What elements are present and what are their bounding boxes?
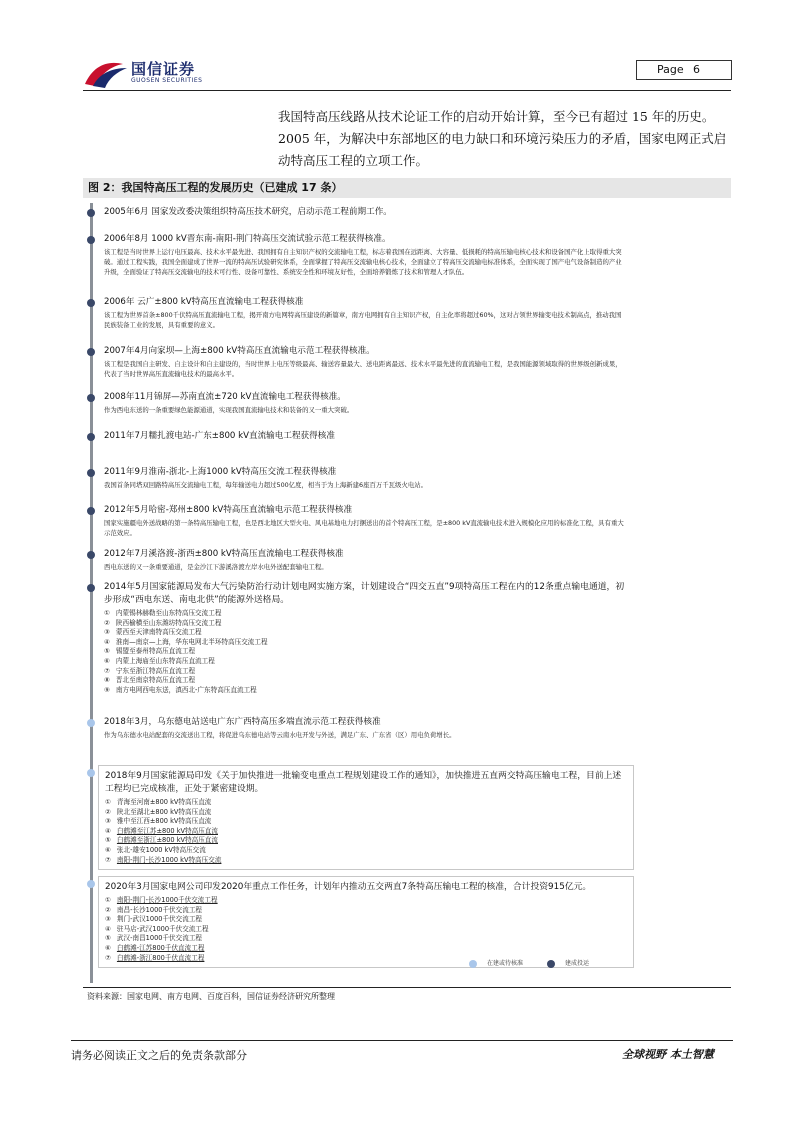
- list-text: 淮南—南京—上海，华东电网北半环特高压交流工程: [115, 637, 268, 646]
- timeline-dot-icon: [87, 880, 95, 888]
- logo-text-en: GUOSEN SECURITIES: [131, 77, 203, 84]
- entry-desc: 该工程为世界首条±800千伏特高压直流输电工程，揭开南方电网特高压建设的新篇章，南方电网拥有自主知识产权，自主化率将超过60%，这对占领世界输变电技术制高点，推动我国民族装备工业的发展，具有重要的意义。: [104, 311, 622, 329]
- list-item: [104, 657, 632, 667]
- list-text: 锡盟至泰州特高压直流工程: [115, 647, 196, 656]
- list-number: ①: [104, 609, 110, 617]
- timeline-dot-icon: [87, 209, 95, 217]
- list-number: ②: [105, 807, 111, 816]
- list-item: [104, 667, 632, 677]
- list-text: 青海至河南±800 kV特高压直流: [116, 798, 212, 806]
- list-number: ③: [105, 915, 111, 924]
- legend-pending-label: 在建或待核准: [487, 960, 524, 967]
- list-number: ①: [105, 896, 111, 904]
- timeline-entry: [104, 391, 624, 415]
- list-item: [105, 944, 625, 954]
- timeline-dot-icon: [87, 719, 95, 727]
- list-text: 内蒙锡林赫勒至山东特高压交流工程: [115, 609, 222, 617]
- entry-title: 2014年5月国家能源局发布大气污染防治行动计划电网实施方案，计划建设合“四交五直”9项特高压工程在内的12条重点输电通道，初步形成“西电东送、南电北供”的能源外送格局。: [104, 582, 625, 605]
- list-text: 白鹤滩-江苏800千伏直流工程: [116, 943, 205, 952]
- list-number: ⑤: [105, 934, 111, 943]
- list-item: [104, 628, 632, 638]
- list-text: 陕西榆横至山东潍坊特高压交流工程: [115, 618, 222, 627]
- list-number: ⑦: [105, 855, 111, 864]
- timeline-entry: [104, 296, 624, 330]
- page-label: Page: [657, 63, 684, 76]
- list-item: [105, 817, 625, 827]
- timeline-dot-icon: [87, 394, 95, 402]
- list-number: ④: [104, 637, 110, 646]
- list-item: [104, 609, 632, 619]
- box2-list: [105, 896, 625, 963]
- list-number: ①: [105, 798, 111, 806]
- list-text: 南昌-长沙1000千伏交流工程: [116, 905, 203, 914]
- built-dot-icon: [547, 960, 555, 968]
- entry-desc: 国家实施疆电外送战略的第一条特高压输电工程，也是西北地区大型火电、风电基地电力打捆送出的首个特高压工程，是±800 kV直流输电技术进入规模化应用的标准化工程，具有重大示范效应。: [104, 519, 624, 537]
- entry-desc: 西电东送的又一条重要通道，是金沙江下游溪洛渡左岸水电外送配套输电工程。: [104, 563, 328, 571]
- list-item: [105, 798, 625, 808]
- list-item: [105, 896, 625, 906]
- disclaimer-note: 请务必阅读正文之后的免责条款部分: [71, 1049, 247, 1062]
- entry-list: [104, 609, 632, 695]
- header-rule: [83, 90, 731, 91]
- timeline-entry: [104, 345, 624, 379]
- timeline-entry: [104, 548, 624, 572]
- list-number: ⑥: [105, 845, 111, 854]
- legend-built-label: 建成投运: [565, 960, 590, 967]
- entry-title: 2005年6月 国家发改委决策组织特高压技术研究，启动示范工程前期工作。: [104, 207, 392, 217]
- entry-desc: 作为西电东送的一条重要绿色能源通道，实现我国直流输电技术和装备的又一重大突破。: [104, 406, 354, 414]
- entry-desc: 作为乌东德水电站配套的交流送出工程，将促进乌东德电站等云南水电开发与外送，满足广东、广东省（区）用电负荷增长。: [104, 731, 456, 739]
- entry-title: 2007年4月向家坝—上海±800 kV特高压直流输电示范工程获得核准。: [104, 346, 375, 356]
- slogan: 全球视野 本土智慧: [622, 1048, 714, 1061]
- list-number: ⑤: [105, 836, 111, 845]
- pending-dot-icon: [469, 960, 477, 968]
- source-note: 资料来源：国家电网、南方电网、百度百科，国信证券经济研究所整理: [87, 992, 335, 1001]
- list-number: ④: [105, 924, 111, 933]
- list-number: ⑥: [105, 943, 111, 952]
- entry-title: 2018年3月，乌东德电站送电广东广西特高压多端直流示范工程获得核准: [104, 717, 381, 727]
- guosen-logo: [83, 56, 213, 90]
- list-text: 武汉-南昌1000千伏交流工程: [116, 934, 203, 943]
- entry-title: 2011年9月淮南-浙北-上海1000 kV特高压交流工程获得核准: [104, 467, 337, 477]
- list-text: 驻马店-武汉1000千伏交流工程: [116, 924, 209, 933]
- list-item: [105, 915, 625, 925]
- entry-title: 2006年8月 1000 kV晋东南-南阳-荆门特高压交流试验示范工程获得核准。: [104, 234, 391, 244]
- timeline-dot-icon: [87, 469, 95, 477]
- entry-title: 2011年7月糯扎渡电站-广东±800 kV直流输电工程获得核准: [104, 431, 335, 441]
- timeline-entry: [104, 233, 624, 277]
- figure-title: 图 2：我国特高压工程的发展历史（已建成 17 条）: [83, 178, 731, 198]
- timeline-dot-icon: [87, 584, 95, 592]
- timeline-entry: [104, 716, 624, 740]
- list-item: [105, 846, 625, 856]
- list-text: 白鹤滩至江苏±800 kV特高压直流: [116, 826, 218, 835]
- list-text: 宁东至浙江特高压直流工程: [115, 666, 196, 675]
- list-number: ②: [104, 618, 110, 627]
- box1-title: 2018年9月国家能源局印发《关于加快推进一批输变电重点工程规划建设工作的通知》，加快推进五直两交特高压输电工程，目前上述工程均已完成核准，正处于紧密建设期。: [105, 771, 622, 794]
- logo-mark-icon: [83, 56, 129, 90]
- list-item: [105, 827, 625, 837]
- list-text: 张北-雄安1000 kV特高压交流: [116, 845, 206, 854]
- list-item: [105, 906, 625, 916]
- list-number: ④: [105, 826, 111, 835]
- box2-title: 2020年3月国家电网公司印发2020年重点工作任务，计划年内推动五交两直7条特高压输电工程的核准，合计投资915亿元。: [105, 882, 592, 892]
- list-text: 荆门-武汉1000千伏交流工程: [116, 915, 203, 924]
- timeline-dot-icon: [87, 551, 95, 559]
- figure-bottom-rule: [83, 987, 731, 988]
- entry-title: 2008年11月锦屏—苏南直流±720 kV直流输电工程获得核准。: [104, 392, 346, 402]
- timeline-dot-icon: [87, 433, 95, 441]
- list-item: [104, 638, 632, 648]
- list-number: ⑨: [104, 685, 110, 694]
- entry-desc: 该工程是我国自主研发、自主设计和自主建设的，当时世界上电压等级最高、输送容量最大、送电距离最远、技术水平最先进的直流输电工程，是我国能源领域取得的世界级创新成果，代表了当时世界高压直流输电技术的最高水平。: [104, 360, 622, 378]
- footer-rule: [71, 1040, 733, 1041]
- list-item: [104, 676, 632, 686]
- timeline-dot-icon: [87, 348, 95, 356]
- entry-desc: 该工程是当时世界上运行电压最高、技术水平最先进、我国拥有自主知识产权的交流输电工程，标志着我国在远距离、大容量、低损耗的特高压输电核心技术和设备国产化上取得重大突破。通过工程实践，我国全面建成了世界一流的特高压试验研究体系，全面掌握了特高压交流输电核心技术，全面建立了特高压交流输电标准体系，全面实现了国产电气设备制造的产业升级，全面验证了特高压交流输电的技术可行性、设备可靠性、系统安全性和环境友好性，全面培养锻炼了技术和管理人才队伍。: [104, 248, 622, 276]
- list-text: 白鹤滩-浙江800千伏直流工程: [116, 953, 205, 962]
- entry-title: 2012年5月哈密-郑州±800 kV特高压直流输电示范工程获得核准: [104, 505, 353, 515]
- timeline-dot-icon: [87, 299, 95, 307]
- list-text: 陕北至湖北±800 kV特高压直流: [116, 807, 212, 816]
- list-text: 南阳-荆门-长沙1000 kV特高压交流: [116, 855, 222, 864]
- entry-desc: 我国首条同塔双回路特高压交流输电工程，每年输送电力超过500亿度，相当于为上海新建6座百万千瓦级火电站。: [104, 481, 428, 489]
- list-item: [105, 808, 625, 818]
- logo-text-cn: 国信证券: [131, 60, 196, 78]
- list-item: [105, 934, 625, 944]
- list-item: [104, 686, 632, 696]
- list-number: ⑦: [105, 953, 111, 962]
- list-number: ⑦: [104, 666, 110, 675]
- list-text: 南阳-荆门-长沙1000千伏交流工程: [116, 896, 218, 904]
- legend-pending: [469, 958, 523, 968]
- box-2018-09: [98, 765, 634, 870]
- timeline-dot-icon: [87, 236, 95, 244]
- list-number: ③: [105, 817, 111, 826]
- list-text: 南方电网西电东送，滇西北-广东特高压直流工程: [115, 685, 257, 694]
- timeline-dot-icon: [87, 769, 95, 777]
- legend-built: [547, 958, 589, 968]
- timeline-entry: [104, 430, 624, 442]
- timeline-dot-icon: [87, 507, 95, 515]
- list-text: 白鹤滩至浙江±800 kV特高压直流: [116, 836, 218, 845]
- timeline-entry: [104, 581, 632, 695]
- timeline-entry: [104, 504, 624, 538]
- list-item: [104, 647, 632, 657]
- list-number: ②: [105, 905, 111, 914]
- list-item: [105, 836, 625, 846]
- list-text: 蒙西至天津南特高压交流工程: [115, 628, 202, 637]
- list-number: ⑥: [104, 656, 110, 665]
- timeline-entry: [104, 466, 624, 490]
- entry-title: 2012年7月溪洛渡-浙西±800 kV特高压直流输电工程获得核准: [104, 549, 344, 559]
- timeline-entry: [104, 206, 624, 218]
- list-text: 雅中至江西±800 kV特高压直流: [116, 817, 212, 826]
- timeline-line: [90, 203, 93, 983]
- list-number: ⑤: [104, 647, 110, 656]
- box1-list: [105, 798, 625, 865]
- list-text: 晋北至南京特高压直流工程: [115, 676, 196, 685]
- list-item: [105, 925, 625, 935]
- list-number: ⑧: [104, 676, 110, 685]
- list-number: ③: [104, 628, 110, 637]
- box-2020-03: [98, 876, 634, 968]
- page-number: 6: [693, 63, 700, 76]
- list-item: [104, 619, 632, 629]
- entry-title: 2006年 云广±800 kV特高压直流输电工程获得核准: [104, 297, 304, 307]
- intro-paragraph: 我国特高压线路从技术论证工作的启动开始计算，至今已有超过 15 年的历史。2005 年，为解决中东部地区的电力缺口和环境污染压力的矛盾，国家电网正式启动特高压工程的立项工作。: [278, 109, 727, 168]
- list-text: 内蒙上海庙至山东特高压直流工程: [115, 656, 215, 665]
- list-item: [105, 856, 625, 866]
- page-indicator: [636, 60, 732, 80]
